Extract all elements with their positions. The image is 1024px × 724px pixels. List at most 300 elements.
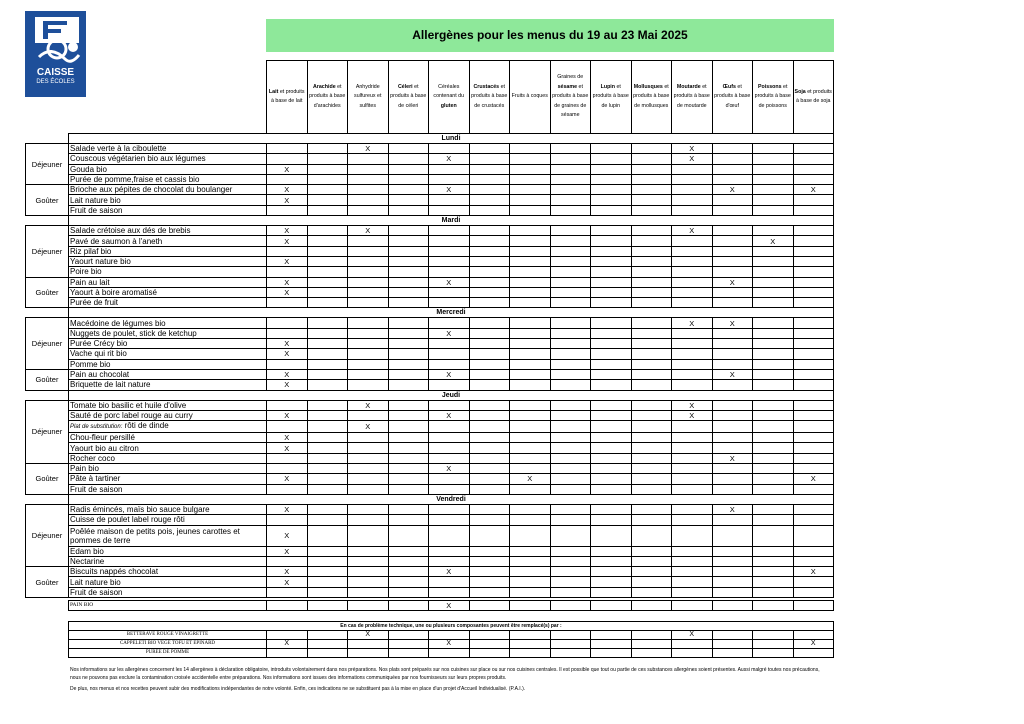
- allergen-cell: [550, 464, 591, 474]
- allergen-cell: [753, 185, 794, 195]
- allergen-cell: [267, 600, 308, 610]
- allergen-cell: [712, 226, 753, 236]
- allergen-header: [267, 61, 308, 134]
- meal-label: Goûter: [26, 185, 69, 216]
- allergen-cell: [753, 400, 794, 410]
- menu-row: [26, 144, 834, 154]
- allergen-cell: [307, 640, 348, 649]
- menu-row: [26, 298, 834, 308]
- allergen-cell: [469, 236, 510, 246]
- allergen-cell: [631, 567, 672, 577]
- allergen-cell: [793, 246, 834, 256]
- allergen-cell: [429, 318, 470, 328]
- allergen-cell: [510, 359, 551, 369]
- allergen-cell: [388, 631, 429, 640]
- allergen-post: et produits à base d'arachides: [309, 83, 346, 109]
- dish-name: [69, 287, 267, 297]
- allergen-cell: [591, 205, 632, 215]
- allergen-cell: [631, 144, 672, 154]
- allergen-cell: [267, 154, 308, 164]
- allergen-cell: [307, 474, 348, 484]
- allergen-cell: [348, 369, 389, 379]
- menu-row: [26, 567, 834, 577]
- allergen-cell: [510, 380, 551, 390]
- allergen-cell: [712, 328, 753, 338]
- menu-row: [26, 453, 834, 463]
- allergen-cell: [348, 246, 389, 256]
- allergen-cell: [631, 410, 672, 420]
- allergen-cell: [672, 205, 713, 215]
- extra-row: [26, 600, 834, 610]
- allergen-cell: [307, 464, 348, 474]
- allergen-cell: [793, 443, 834, 453]
- allergen-cell: [591, 433, 632, 443]
- allergen-cell: [469, 410, 510, 420]
- allergen-cell: [388, 474, 429, 484]
- menu-row: [26, 359, 834, 369]
- replacement-dish: CAPPELETI BIO VEGE TOFU ET EPINARD: [69, 640, 267, 649]
- allergen-cell: [712, 546, 753, 556]
- dish-name: [69, 474, 267, 484]
- allergen-cell: [550, 474, 591, 484]
- allergen-cell: [672, 546, 713, 556]
- allergen-cell: [591, 328, 632, 338]
- allergen-cell: [591, 577, 632, 587]
- allergen-cell: [753, 464, 794, 474]
- allergen-cell: [307, 587, 348, 597]
- allergen-cell: [469, 504, 510, 514]
- menu-row: [26, 410, 834, 420]
- allergen-mark: X: [267, 567, 308, 577]
- allergen-header-row: [26, 61, 834, 134]
- allergen-cell: [712, 484, 753, 494]
- allergen-cell: [307, 433, 348, 443]
- allergen-cell: [631, 246, 672, 256]
- allergen-cell: [469, 246, 510, 256]
- allergen-post: et produits à base d'œuf: [714, 83, 751, 109]
- allergen-cell: [510, 185, 551, 195]
- allergen-cell: [550, 174, 591, 184]
- allergen-cell: [429, 504, 470, 514]
- dish-label: Pain au chocolat: [70, 370, 130, 380]
- allergen-cell: [631, 164, 672, 174]
- replacement-table: [68, 621, 834, 658]
- allergen-cell: [510, 267, 551, 277]
- allergen-cell: [510, 567, 551, 577]
- allergen-cell: [429, 267, 470, 277]
- allergen-cell: [510, 433, 551, 443]
- allergen-cell: [591, 277, 632, 287]
- allergen-cell: [753, 174, 794, 184]
- footnote: Nos informations sur les allergènes concernent les 14 allergènes à déclaration obligatoire, introduits volontairement dans nos préparations. Nos plats sont préparés sur nos cuisines sur place ou sur nos cuisines centrales. Il est possible que tout ou partie de ces substances allergènes soient présentes. Aussi malgré toutes nos précautions, nous ne pouvons pas exclure la contamination croisée accidentelle entre préparations. Nos informations sont issues des informations communiquées par nos fournisseurs sur leurs propres produits.: [70, 667, 820, 681]
- dish-label: Salade verte à la ciboulette: [70, 144, 167, 154]
- allergen-cell: [307, 577, 348, 587]
- header-blank: [69, 61, 267, 134]
- allergen-cell: [510, 298, 551, 308]
- dish-name: [69, 236, 267, 246]
- allergen-cell: [550, 380, 591, 390]
- allergen-cell: [631, 474, 672, 484]
- allergen-cell: [388, 195, 429, 205]
- allergen-cell: [510, 205, 551, 215]
- allergen-cell: [631, 640, 672, 649]
- allergen-cell: [429, 164, 470, 174]
- allergen-cell: [793, 164, 834, 174]
- allergen-cell: [591, 453, 632, 463]
- allergen-cell: [672, 298, 713, 308]
- allergen-cell: [550, 453, 591, 463]
- allergen-cell: [348, 185, 389, 195]
- allergen-cell: [550, 256, 591, 266]
- allergen-cell: [631, 525, 672, 546]
- allergen-cell: [550, 631, 591, 640]
- replacement-heading: En cas de problème technique, une ou plusieurs composantes peuvent être remplacé(s) par :: [69, 622, 834, 631]
- allergen-cell: [712, 144, 753, 154]
- dish-name: [69, 144, 267, 154]
- allergen-cell: [631, 649, 672, 658]
- allergen-cell: [307, 515, 348, 525]
- allergen-cell: [793, 410, 834, 420]
- allergen-header: [429, 61, 470, 134]
- dish-name: [69, 587, 267, 597]
- allergen-cell: [307, 525, 348, 546]
- allergen-post: et produits à base de mollusques: [633, 83, 670, 109]
- allergen-cell: [712, 515, 753, 525]
- allergen-cell: [753, 359, 794, 369]
- allergen-cell: [591, 298, 632, 308]
- menu-row: [26, 380, 834, 390]
- meal-label: Goûter: [26, 369, 69, 390]
- dish-name: [69, 359, 267, 369]
- allergen-cell: [307, 349, 348, 359]
- allergen-cell: [307, 287, 348, 297]
- allergen-cell: [793, 339, 834, 349]
- allergen-cell: [510, 226, 551, 236]
- allergen-cell: [267, 631, 308, 640]
- allergen-cell: [307, 484, 348, 494]
- allergen-cell: [510, 287, 551, 297]
- allergen-cell: [753, 515, 794, 525]
- allergen-cell: [753, 600, 794, 610]
- allergen-cell: [267, 144, 308, 154]
- allergen-header: [753, 61, 794, 134]
- allergen-mark: X: [429, 369, 470, 379]
- allergen-cell: [307, 318, 348, 328]
- day-title: Lundi: [69, 134, 834, 144]
- allergen-cell: [591, 359, 632, 369]
- allergen-cell: [712, 525, 753, 546]
- allergen-mark: X: [429, 567, 470, 577]
- allergen-cell: [510, 339, 551, 349]
- allergen-cell: [469, 369, 510, 379]
- allergen-cell: [388, 277, 429, 287]
- allergen-cell: [793, 484, 834, 494]
- allergen-mark: X: [267, 410, 308, 420]
- meal-label: Goûter: [26, 277, 69, 308]
- day-spacer: [26, 216, 69, 226]
- dish-label: Nuggets de poulet, stick de ketchup: [70, 328, 197, 338]
- allergen-cell: [712, 433, 753, 443]
- allergen-cell: [388, 577, 429, 587]
- allergen-cell: [348, 154, 389, 164]
- menu-row: [26, 349, 834, 359]
- allergen-cell: [753, 277, 794, 287]
- allergen-pre: Graines de: [557, 74, 584, 81]
- allergen-cell: [793, 421, 834, 433]
- allergen-cell: [510, 144, 551, 154]
- allergen-cell: [510, 164, 551, 174]
- allergen-cell: [348, 339, 389, 349]
- allergen-mark: X: [267, 474, 308, 484]
- allergen-header: [793, 61, 834, 134]
- allergen-cell: [793, 349, 834, 359]
- allergen-cell: [631, 226, 672, 236]
- menu-row: [26, 205, 834, 215]
- allergen-mark: X: [267, 504, 308, 514]
- allergen-cell: [631, 277, 672, 287]
- allergen-cell: [631, 577, 672, 587]
- allergen-cell: [631, 421, 672, 433]
- allergen-cell: [307, 504, 348, 514]
- allergen-cell: [388, 298, 429, 308]
- allergen-cell: [510, 349, 551, 359]
- allergen-cell: [631, 380, 672, 390]
- allergen-cell: [753, 246, 794, 256]
- allergen-cell: [510, 318, 551, 328]
- allergen-mark: X: [267, 339, 308, 349]
- allergen-cell: [307, 369, 348, 379]
- allergen-cell: [510, 421, 551, 433]
- allergen-cell: [388, 587, 429, 597]
- dish-label: Purée de pomme,fraise et cassis bio: [70, 175, 200, 185]
- replacement-heading-row: [69, 622, 834, 631]
- allergen-cell: [307, 328, 348, 338]
- allergen-cell: [753, 556, 794, 566]
- logo-line-2: DES ÉCOLES: [36, 79, 75, 85]
- dish-name: [69, 277, 267, 287]
- allergen-cell: [348, 453, 389, 463]
- page-title: Allergènes pour les menus du 19 au 23 Mai 2025: [266, 19, 834, 52]
- allergen-cell: [793, 631, 834, 640]
- allergen-mark: X: [672, 631, 713, 640]
- dish-name: [69, 339, 267, 349]
- allergen-cell: [469, 174, 510, 184]
- menu-row: [26, 474, 834, 484]
- allergen-cell: [712, 267, 753, 277]
- allergen-mark: X: [267, 236, 308, 246]
- allergen-cell: [712, 298, 753, 308]
- allergen-cell: [793, 577, 834, 587]
- allergen-cell: [307, 410, 348, 420]
- allergen-cell: [388, 433, 429, 443]
- allergen-cell: [469, 359, 510, 369]
- allergen-mark: X: [429, 640, 470, 649]
- allergen-cell: [672, 174, 713, 184]
- allergen-cell: [550, 287, 591, 297]
- allergen-cell: [712, 556, 753, 566]
- allergen-cell: [631, 287, 672, 297]
- allergen-cell: [591, 484, 632, 494]
- menu-row: [26, 464, 834, 474]
- allergen-cell: [712, 205, 753, 215]
- allergen-cell: [712, 443, 753, 453]
- allergen-cell: [591, 287, 632, 297]
- allergen-cell: [348, 525, 389, 546]
- allergen-cell: [712, 400, 753, 410]
- allergen-mark: X: [793, 567, 834, 577]
- replacement-row: [69, 631, 834, 640]
- allergen-mark: X: [267, 226, 308, 236]
- allergen-name: Œufs: [722, 83, 736, 90]
- allergen-mark: X: [672, 144, 713, 154]
- allergen-cell: [672, 567, 713, 577]
- dish-label: Macédoine de légumes bio: [70, 318, 166, 328]
- dish-label: Pâte à tartiner: [70, 474, 121, 484]
- allergen-cell: [793, 556, 834, 566]
- allergen-mark: X: [672, 400, 713, 410]
- allergen-cell: [267, 515, 308, 525]
- allergen-cell: [550, 236, 591, 246]
- allergen-cell: [591, 144, 632, 154]
- allergen-mark: X: [267, 185, 308, 195]
- allergen-cell: [753, 267, 794, 277]
- allergen-cell: [793, 226, 834, 236]
- allergen-cell: [469, 567, 510, 577]
- allergen-cell: [672, 649, 713, 658]
- allergen-cell: [429, 484, 470, 494]
- allergen-cell: [631, 631, 672, 640]
- allergen-cell: [672, 339, 713, 349]
- menu-row: [26, 195, 834, 205]
- allergen-cell: [469, 600, 510, 610]
- allergen-cell: [631, 443, 672, 453]
- allergen-cell: [469, 277, 510, 287]
- allergen-cell: [591, 640, 632, 649]
- allergen-mark: X: [267, 164, 308, 174]
- allergen-cell: [348, 174, 389, 184]
- allergen-cell: [348, 328, 389, 338]
- allergen-cell: [307, 298, 348, 308]
- allergen-cell: [591, 349, 632, 359]
- allergen-cell: [591, 410, 632, 420]
- allergen-post: et produits à base de poissons: [754, 83, 791, 109]
- allergen-cell: [712, 600, 753, 610]
- allergen-cell: [307, 600, 348, 610]
- allergen-cell: [429, 246, 470, 256]
- allergen-cell: [753, 226, 794, 236]
- allergen-cell: [550, 410, 591, 420]
- allergen-cell: [753, 443, 794, 453]
- allergen-cell: [753, 546, 794, 556]
- meal-label: Déjeuner: [26, 226, 69, 277]
- allergen-cell: [388, 464, 429, 474]
- allergen-cell: [510, 443, 551, 453]
- allergen-cell: [348, 474, 389, 484]
- allergen-cell: [712, 195, 753, 205]
- allergen-cell: [348, 380, 389, 390]
- allergen-cell: [429, 433, 470, 443]
- allergen-cell: [793, 236, 834, 246]
- allergen-cell: [388, 226, 429, 236]
- dish-label: Tomate bio basilic et huile d'olive: [70, 400, 187, 410]
- allergen-cell: [793, 515, 834, 525]
- allergen-cell: [388, 318, 429, 328]
- dish-label: Yaourt nature bio: [70, 257, 131, 267]
- allergen-cell: [672, 515, 713, 525]
- allergen-cell: [550, 164, 591, 174]
- allergen-cell: [793, 195, 834, 205]
- allergen-pre: Fruits à coques: [511, 93, 548, 100]
- allergen-mark: X: [267, 256, 308, 266]
- allergen-cell: [388, 515, 429, 525]
- allergen-cell: [550, 587, 591, 597]
- allergen-cell: [672, 453, 713, 463]
- allergen-cell: [591, 443, 632, 453]
- allergen-cell: [510, 328, 551, 338]
- menu-row: [26, 164, 834, 174]
- allergen-cell: [388, 185, 429, 195]
- menu-row: [26, 256, 834, 266]
- allergen-cell: [469, 349, 510, 359]
- menu-row: [26, 369, 834, 379]
- allergen-cell: [510, 484, 551, 494]
- allergen-cell: [672, 640, 713, 649]
- dish-name: [69, 349, 267, 359]
- allergen-cell: [753, 154, 794, 164]
- allergen-cell: [550, 640, 591, 649]
- allergen-mark: X: [793, 474, 834, 484]
- menu-row: [26, 421, 834, 433]
- allergen-cell: [550, 600, 591, 610]
- allergen-cell: [510, 504, 551, 514]
- allergen-cell: [550, 298, 591, 308]
- allergen-mark: X: [348, 421, 389, 433]
- allergen-cell: [591, 421, 632, 433]
- allergen-cell: [429, 380, 470, 390]
- dish-name: [69, 410, 267, 420]
- allergen-cell: [429, 631, 470, 640]
- allergen-cell: [267, 400, 308, 410]
- allergen-cell: [510, 236, 551, 246]
- allergen-cell: [631, 587, 672, 597]
- allergen-cell: [793, 400, 834, 410]
- allergen-cell: [267, 174, 308, 184]
- allergen-cell: [672, 525, 713, 546]
- replacement-row: [69, 640, 834, 649]
- allergen-cell: [348, 567, 389, 577]
- allergen-cell: [712, 587, 753, 597]
- day-row: [26, 308, 834, 318]
- allergen-cell: [348, 600, 389, 610]
- allergen-cell: [267, 318, 308, 328]
- allergen-cell: [388, 328, 429, 338]
- menu-row: [26, 525, 834, 546]
- allergen-cell: [307, 226, 348, 236]
- allergen-cell: [429, 349, 470, 359]
- allergen-cell: [753, 433, 794, 443]
- dish-label: Salade crétoise aux dés de brebis: [70, 226, 191, 236]
- menu-row: [26, 277, 834, 287]
- allergen-cell: [753, 349, 794, 359]
- allergen-mark: X: [672, 318, 713, 328]
- dish-label: Yaourt bio au citron: [70, 443, 139, 453]
- allergen-cell: [348, 164, 389, 174]
- allergen-cell: [591, 504, 632, 514]
- allergen-cell: [388, 600, 429, 610]
- allergen-mark: X: [429, 464, 470, 474]
- allergen-cell: [753, 410, 794, 420]
- dish-label: Radis émincés, maïs bio sauce bulgare: [70, 505, 210, 515]
